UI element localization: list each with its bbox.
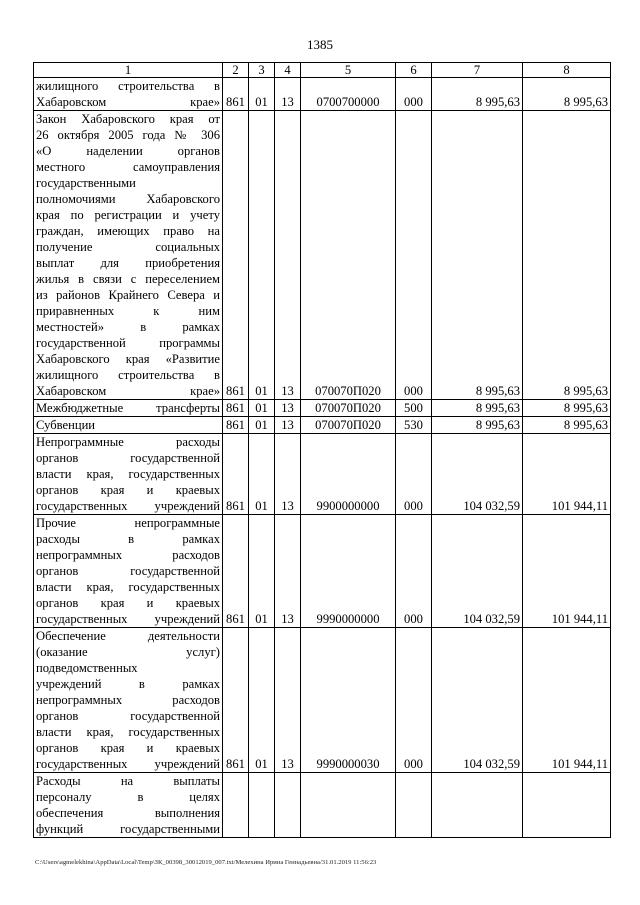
section-code-cell: 01 xyxy=(249,434,275,515)
description-line: местностей» в рамках xyxy=(36,320,220,334)
amount-2021-cell: 8 995,63 xyxy=(523,78,611,111)
description-line: «О наделении органов xyxy=(36,144,220,158)
amount-2021-cell: 8 995,63 xyxy=(523,400,611,417)
description-line: расходы в рамках xyxy=(36,532,220,546)
chapter-code-cell xyxy=(223,773,249,838)
header-cell: 7 xyxy=(432,63,523,78)
description-line: Закон Хабаровского края от xyxy=(36,112,220,126)
description-line: власти края, государственных xyxy=(36,725,220,739)
amount-2020-cell: 104 032,59 xyxy=(432,628,523,773)
description-line: приравненных к ним xyxy=(36,304,220,318)
chapter-code-cell: 861 xyxy=(223,628,249,773)
chapter-code-cell: 861 xyxy=(223,434,249,515)
amount-2021-cell: 101 944,11 xyxy=(523,515,611,628)
expense-type-cell: 000 xyxy=(396,515,432,628)
target-article-cell: 9990000000 xyxy=(301,515,396,628)
section-code-cell: 01 xyxy=(249,417,275,434)
description-line: органов государственной xyxy=(36,451,220,465)
description-line: Прочие непрограммные xyxy=(36,516,220,530)
table-row xyxy=(34,417,611,434)
section-code-cell: 01 xyxy=(249,515,275,628)
amount-2020-cell: 8 995,63 xyxy=(432,78,523,111)
description-cell xyxy=(34,515,223,628)
target-article-cell xyxy=(301,773,396,838)
budget-table xyxy=(33,62,611,838)
section-code-cell: 01 xyxy=(249,628,275,773)
description-line: (оказание услуг) xyxy=(36,645,220,659)
table-row xyxy=(34,111,611,400)
expense-type-cell: 000 xyxy=(396,111,432,400)
subsection-code-cell: 13 xyxy=(275,111,301,400)
amount-2021-cell: 101 944,11 xyxy=(523,628,611,773)
description-line: 26 октября 2005 года № 306 xyxy=(36,128,220,142)
description-line: жилищного строительства в xyxy=(36,368,220,382)
target-article-cell: 070070П020 xyxy=(301,417,396,434)
amount-2021-cell: 101 944,11 xyxy=(523,434,611,515)
description-line: органов государственной xyxy=(36,564,220,578)
description-line: местного самоуправления xyxy=(36,160,220,174)
amount-2021-cell xyxy=(523,773,611,838)
description-line: учреждений в рамках xyxy=(36,677,220,691)
description-line: Расходы на выплаты xyxy=(36,774,220,788)
subsection-code-cell xyxy=(275,773,301,838)
description-line: персоналу в целях xyxy=(36,790,220,804)
description-cell xyxy=(34,400,223,417)
description-line: Хабаровского края «Развитие xyxy=(36,352,220,366)
subsection-code-cell: 13 xyxy=(275,417,301,434)
header-cell: 8 xyxy=(523,63,611,78)
target-article-cell: 9900000000 xyxy=(301,434,396,515)
description-line: государственных учреждений xyxy=(36,757,220,771)
expense-type-cell xyxy=(396,773,432,838)
description-cell xyxy=(34,773,223,838)
table-row xyxy=(34,78,611,111)
description-line: Хабаровском крае» xyxy=(36,384,220,398)
description-cell xyxy=(34,78,223,111)
description-line: Хабаровском крае» xyxy=(36,95,220,109)
header-cell: 4 xyxy=(275,63,301,78)
expense-type-cell: 000 xyxy=(396,628,432,773)
subsection-code-cell: 13 xyxy=(275,515,301,628)
description-line: органов края и краевых xyxy=(36,741,220,755)
description-line: обеспечения выполнения xyxy=(36,806,220,820)
table-row xyxy=(34,434,611,515)
target-article-cell: 070070П020 xyxy=(301,400,396,417)
description-line: выплат для приобретения xyxy=(36,256,220,270)
description-line: граждан, имеющих право на xyxy=(36,224,220,238)
description-line: государственных учреждений xyxy=(36,499,220,513)
header-cell: 3 xyxy=(249,63,275,78)
chapter-code-cell: 861 xyxy=(223,111,249,400)
table-row xyxy=(34,515,611,628)
description-cell xyxy=(34,434,223,515)
amount-2020-cell: 8 995,63 xyxy=(432,400,523,417)
chapter-code-cell: 861 xyxy=(223,417,249,434)
description-line: Непрограммные расходы xyxy=(36,435,220,449)
expense-type-cell: 000 xyxy=(396,434,432,515)
subsection-code-cell: 13 xyxy=(275,78,301,111)
description-line: органов края и краевых xyxy=(36,483,220,497)
amount-2021-cell: 8 995,63 xyxy=(523,417,611,434)
description-line: органов края и краевых xyxy=(36,596,220,610)
description-line: власти края, государственных xyxy=(36,467,220,481)
expense-type-cell: 530 xyxy=(396,417,432,434)
description-line: власти края, государственных xyxy=(36,580,220,594)
description-line: Межбюджетные трансферты xyxy=(36,401,220,415)
page-number: 1385 xyxy=(307,37,333,52)
table-row xyxy=(34,628,611,773)
target-article-cell: 9990000030 xyxy=(301,628,396,773)
description-line: края по регистрации и учету xyxy=(36,208,220,222)
section-code-cell: 01 xyxy=(249,400,275,417)
description-line: государственных учреждений xyxy=(36,612,220,626)
expense-type-cell: 000 xyxy=(396,78,432,111)
amount-2020-cell: 8 995,63 xyxy=(432,111,523,400)
description-line: подведомственных xyxy=(36,661,138,675)
table-row xyxy=(34,400,611,417)
description-line: Обеспечение деятельности xyxy=(36,629,220,643)
target-article-cell: 0700700000 xyxy=(301,78,396,111)
header-cell: 5 xyxy=(301,63,396,78)
description-line: полномочиями Хабаровского xyxy=(36,192,220,206)
description-line: органов государственной xyxy=(36,709,220,723)
header-row xyxy=(34,63,611,78)
amount-2020-cell: 104 032,59 xyxy=(432,434,523,515)
description-line: получение социальных xyxy=(36,240,220,254)
subsection-code-cell: 13 xyxy=(275,400,301,417)
chapter-code-cell: 861 xyxy=(223,515,249,628)
expense-type-cell: 500 xyxy=(396,400,432,417)
header-cell: 2 xyxy=(223,63,249,78)
amount-2020-cell xyxy=(432,773,523,838)
description-line: непрограммных расходов xyxy=(36,548,220,562)
amount-2020-cell: 104 032,59 xyxy=(432,515,523,628)
table-row xyxy=(34,773,611,838)
header-cell: 6 xyxy=(396,63,432,78)
description-line: непрограммных расходов xyxy=(36,693,220,707)
description-line: жилищного строительства в xyxy=(36,79,220,93)
amount-2021-cell: 8 995,63 xyxy=(523,111,611,400)
section-code-cell xyxy=(249,773,275,838)
chapter-code-cell: 861 xyxy=(223,78,249,111)
description-line: функций государственными xyxy=(36,822,220,836)
description-line: Субвенции xyxy=(36,418,96,432)
amount-2020-cell: 8 995,63 xyxy=(432,417,523,434)
description-cell xyxy=(34,417,223,434)
description-cell xyxy=(34,628,223,773)
subsection-code-cell: 13 xyxy=(275,434,301,515)
description-line: государственной программы xyxy=(36,336,220,350)
section-code-cell: 01 xyxy=(249,78,275,111)
target-article-cell: 070070П020 xyxy=(301,111,396,400)
description-line: жилья в связи с переселением xyxy=(36,272,220,286)
section-code-cell: 01 xyxy=(249,111,275,400)
header-cell: 1 xyxy=(34,63,223,78)
footer-path: C:\Users\agmelekhina\AppData\Local\Temp\ЗК_00398_30012019_007.txt/Мелехина Ирина Геннадьевна/31.01.2019 11:56:23 xyxy=(35,859,377,866)
description-cell xyxy=(34,111,223,400)
subsection-code-cell: 13 xyxy=(275,628,301,773)
description-line: государственными xyxy=(36,176,136,190)
chapter-code-cell: 861 xyxy=(223,400,249,417)
description-line: из районов Крайнего Севера и xyxy=(36,288,220,302)
